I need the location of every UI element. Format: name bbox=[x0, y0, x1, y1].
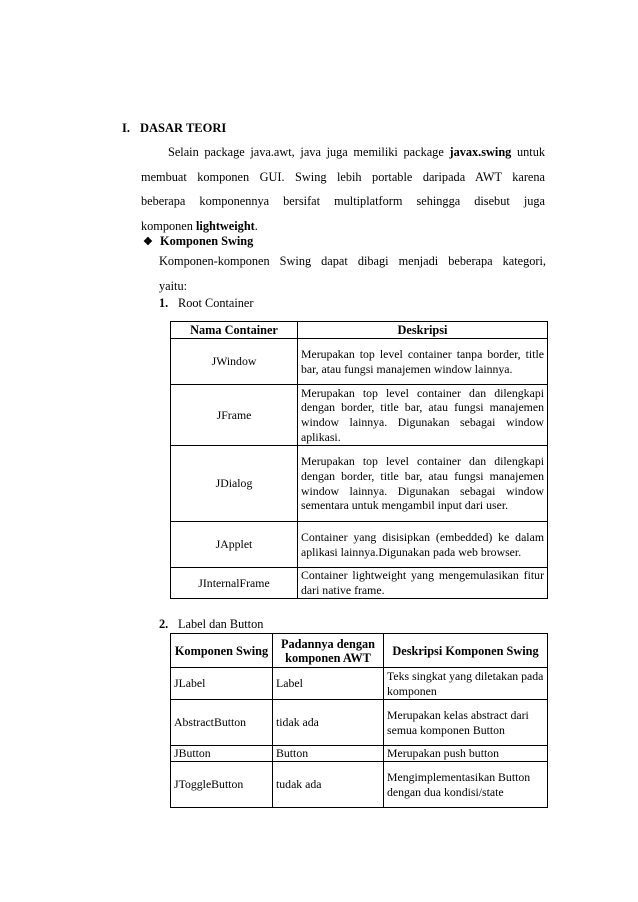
table-cell-awt: Button bbox=[273, 746, 384, 762]
table-cell-name: JDialog bbox=[171, 446, 298, 522]
list-item-number: 2. bbox=[159, 617, 169, 631]
list-item-number: 1. bbox=[159, 296, 169, 310]
table-header-row bbox=[171, 634, 548, 668]
subsection-title: Komponen Swing bbox=[160, 234, 254, 248]
table-row bbox=[171, 522, 548, 568]
table-cell-desc: Merupakan top level container dan dilengkapi dengan border, title bar, atau fungsi manajemen window lainnya. Digunakan sebagai window aplikasi. bbox=[298, 385, 548, 446]
table-cell-awt: tidak ada bbox=[273, 700, 384, 746]
table-cell-desc: Container yang disisipkan (embedded) ke dalam aplikasi lainnya.Digunakan pada web browser. bbox=[298, 522, 548, 568]
intro-line bbox=[141, 140, 545, 165]
intro-paragraph bbox=[141, 140, 545, 238]
table-header-row bbox=[171, 322, 548, 339]
list-item-label: Root Container bbox=[178, 296, 254, 310]
table-cell-desc: Mengimplementasikan Button dengan dua kondisi/state bbox=[384, 762, 548, 808]
intro-text: beberapa komponennya bersifat multiplatform sehingga disebut juga bbox=[141, 194, 545, 208]
table-header: Deskripsi Komponen Swing bbox=[384, 634, 548, 668]
section-number: I. bbox=[122, 121, 130, 135]
table-cell-swing: JToggleButton bbox=[171, 762, 273, 808]
intro-text: membuat komponen GUI. Swing lebih portable daripada AWT karena bbox=[141, 169, 545, 184]
list-item-label: Label dan Button bbox=[178, 617, 264, 631]
subsection-line: yaitu: bbox=[159, 278, 188, 293]
list-item-label-button bbox=[159, 617, 263, 632]
diamond-bullet-icon: ❖ bbox=[143, 236, 153, 248]
section-heading bbox=[122, 121, 226, 136]
intro-text: Selain package java.awt, java juga memiliki package bbox=[168, 145, 450, 159]
table-row bbox=[171, 568, 548, 599]
table-cell-swing: JLabel bbox=[171, 668, 273, 700]
list-item-root-container bbox=[159, 296, 253, 311]
table-row bbox=[171, 762, 548, 808]
table-cell-swing: AbstractButton bbox=[171, 700, 273, 746]
table-cell-awt: Label bbox=[273, 668, 384, 700]
table-cell-desc: Merupakan top level container dan dilengkapi dengan border, title bar, atau fungsi manajemen window lainnya. Digunakan sebagai window sementara untuk mengambil input dari user. bbox=[298, 446, 548, 522]
subsection-heading bbox=[143, 234, 253, 249]
table-header: Padannya dengan komponen AWT bbox=[273, 634, 384, 668]
intro-line bbox=[141, 189, 545, 214]
table-row bbox=[171, 446, 548, 522]
table-header: Komponen Swing bbox=[171, 634, 273, 668]
intro-bold: lightweight bbox=[196, 218, 255, 233]
intro-line bbox=[141, 165, 545, 190]
intro-bold: javax.swing bbox=[449, 145, 512, 159]
intro-text: komponen bbox=[141, 218, 196, 233]
section-title: DASAR TEORI bbox=[140, 121, 227, 135]
table-cell-desc: Teks singkat yang diletakan pada komponen bbox=[384, 668, 548, 700]
root-container-table bbox=[170, 321, 548, 599]
label-button-table bbox=[170, 633, 548, 808]
table-cell-name: JFrame bbox=[171, 385, 298, 446]
table-row bbox=[171, 339, 548, 385]
table-cell-desc: Merupakan kelas abstract dari semua komponen Button bbox=[384, 700, 548, 746]
subsection-paragraph bbox=[159, 249, 546, 298]
intro-text: untuk bbox=[511, 145, 545, 159]
table-header: Deskripsi bbox=[298, 322, 548, 339]
table-cell-desc: Container lightweight yang mengemulasikan fitur dari native frame. bbox=[298, 568, 548, 599]
subsection-line: Komponen-komponen Swing dapat dibagi menjadi beberapa kategori, bbox=[159, 254, 546, 268]
intro-text: . bbox=[254, 218, 258, 233]
table-cell-name: JWindow bbox=[171, 339, 298, 385]
table-cell-swing: JButton bbox=[171, 746, 273, 762]
table-cell-name: JApplet bbox=[171, 522, 298, 568]
table-cell-name: JInternalFrame bbox=[171, 568, 298, 599]
table-cell-desc: Merupakan push button bbox=[384, 746, 548, 762]
table-cell-awt: tudak ada bbox=[273, 762, 384, 808]
table-header: Nama Container bbox=[171, 322, 298, 339]
table-row bbox=[171, 385, 548, 446]
table-row bbox=[171, 668, 548, 700]
table-row bbox=[171, 700, 548, 746]
table-row bbox=[171, 746, 548, 762]
table-cell-desc: Merupakan top level container tanpa border, title bar, atau fungsi manajemen window lainnya. bbox=[298, 339, 548, 385]
